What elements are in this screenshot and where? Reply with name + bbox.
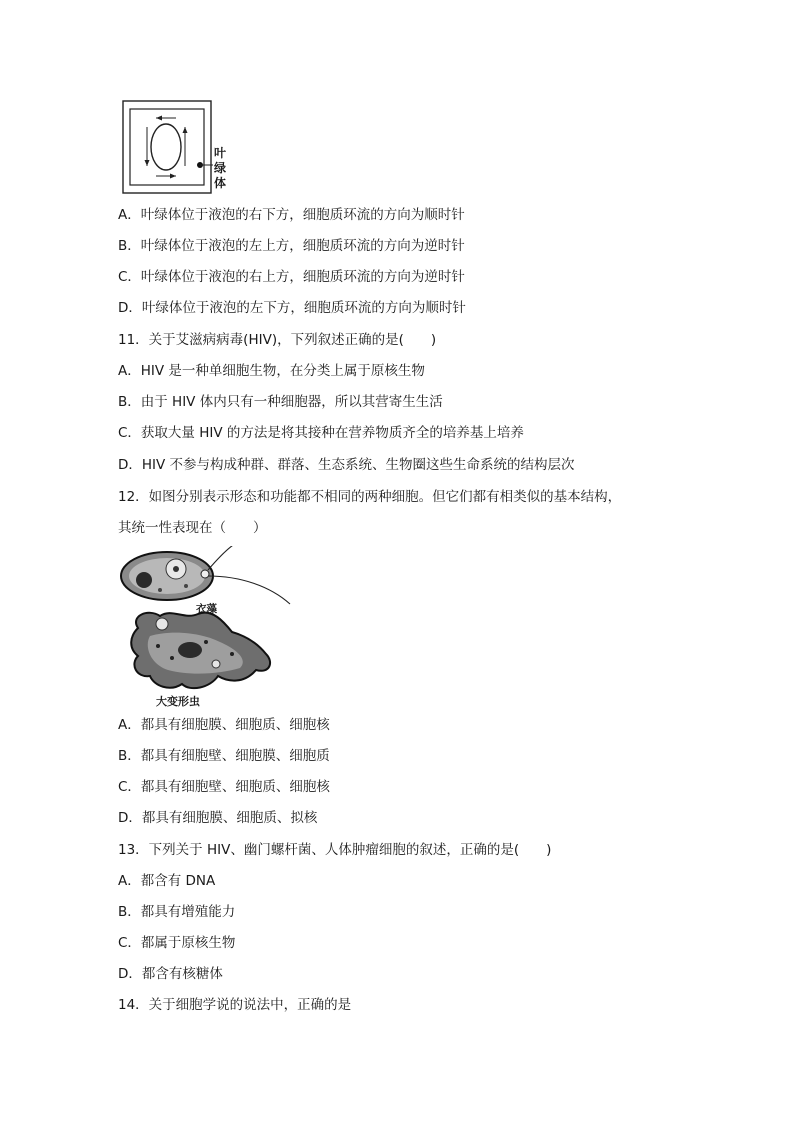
q11-option-b: B．由于 HIV 体内只有一种细胞器，所以其营寄生生活 xyxy=(118,394,443,410)
cells-figure xyxy=(120,546,295,706)
q13-option-b: B．都具有增殖能力 xyxy=(118,904,236,920)
label-char: 叶 xyxy=(214,146,227,160)
q12-option-c: C．都具有细胞壁、细胞质、细胞核 xyxy=(118,779,330,795)
q10-option-a: A．叶绿体位于液泡的右下方，细胞质环流的方向为顺时针 xyxy=(118,207,465,223)
q13-option-c: C．都属于原核生物 xyxy=(118,935,236,951)
q13-stem: 13．下列关于 HIV、幽门螺杆菌、人体肿瘤细胞的叙述，正确的是( ) xyxy=(118,842,552,858)
q13-option-d: D．都含有核糖体 xyxy=(118,966,223,982)
q12-stem-line2: 其统一性表现在（ ） xyxy=(118,520,267,536)
q14-stem: 14．关于细胞学说的说法中，正确的是 xyxy=(118,997,352,1013)
amoeba-label: 大变形虫 xyxy=(156,695,200,708)
amoeba-cell xyxy=(131,613,270,689)
chlamydomonas-label: 衣藻 xyxy=(196,603,217,615)
q10-option-c: C．叶绿体位于液泡的右上方，细胞质环流的方向为逆时针 xyxy=(118,269,465,285)
q11-option-d: D．HIV 不参与构成种群、群落、生态系统、生物圈这些生命系统的结构层次 xyxy=(118,457,575,473)
q12-option-a: A．都具有细胞膜、细胞质、细胞核 xyxy=(118,717,330,733)
chlamydomonas-cell xyxy=(121,546,290,604)
q12-option-d: D．都具有细胞膜、细胞质、拟核 xyxy=(118,810,318,826)
q11-option-c: C．获取大量 HIV 的方法是将其接种在营养物质齐全的培养基上培养 xyxy=(118,425,524,441)
label-char: 绿 xyxy=(214,161,227,175)
q12-stem-line1: 12．如图分别表示形态和功能都不相同的两种细胞。但它们都有相类似的基本结构， xyxy=(118,489,622,505)
chloroplast-label xyxy=(214,146,228,191)
q12-option-b: B．都具有细胞壁、细胞膜、细胞质 xyxy=(118,748,330,764)
q10-option-d: D．叶绿体位于液泡的左下方，细胞质环流的方向为顺时针 xyxy=(118,300,466,316)
q10-option-b: B．叶绿体位于液泡的左上方，细胞质环流的方向为逆时针 xyxy=(118,238,465,254)
q13-option-a: A．都含有 DNA xyxy=(118,873,216,889)
q11-stem: 11．关于艾滋病病毒(HIV)，下列叙述正确的是( ) xyxy=(118,332,437,348)
q11-option-a: A．HIV 是一种单细胞生物，在分类上属于原核生物 xyxy=(118,363,425,379)
label-char: 体 xyxy=(214,176,227,190)
